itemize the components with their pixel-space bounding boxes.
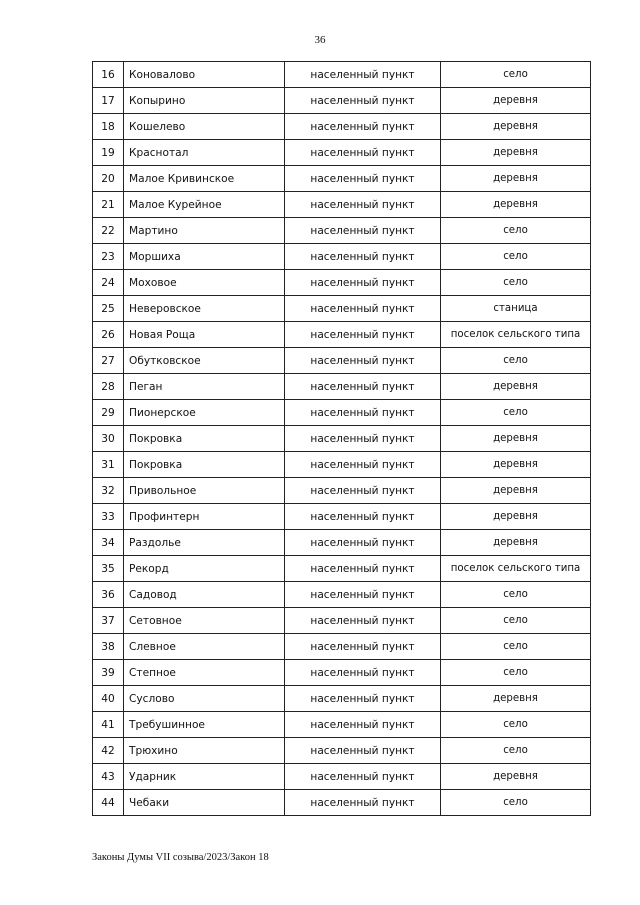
settlement-name-cell: Краснотал: [124, 140, 285, 166]
settlement-name-cell: Моршиха: [124, 244, 285, 270]
table-row: [93, 556, 591, 582]
row-number-cell: 29: [93, 400, 124, 426]
row-number-cell: 41: [93, 712, 124, 738]
settlement-type-cell: село: [441, 348, 591, 374]
table-row: [93, 296, 591, 322]
table-row: [93, 426, 591, 452]
settlement-category-cell: населенный пункт: [285, 244, 441, 270]
row-number-cell: 18: [93, 114, 124, 140]
row-number-cell: 38: [93, 634, 124, 660]
settlement-type-cell: деревня: [441, 530, 591, 556]
table-row: [93, 660, 591, 686]
table-row: [93, 790, 591, 816]
row-number-cell: 31: [93, 452, 124, 478]
table-row: [93, 634, 591, 660]
settlement-type-cell: деревня: [441, 764, 591, 790]
table-row: [93, 62, 591, 88]
settlement-name-cell: Садовод: [124, 582, 285, 608]
document-footer: Законы Думы VII созыва/2023/Закон 18: [92, 852, 269, 863]
table-row: [93, 478, 591, 504]
settlement-name-cell: Степное: [124, 660, 285, 686]
settlement-category-cell: населенный пункт: [285, 348, 441, 374]
row-number-cell: 34: [93, 530, 124, 556]
settlement-name-cell: Малое Курейное: [124, 192, 285, 218]
settlement-type-cell: село: [441, 738, 591, 764]
row-number-cell: 19: [93, 140, 124, 166]
settlement-type-cell: поселок сельского типа: [441, 322, 591, 348]
settlement-category-cell: населенный пункт: [285, 426, 441, 452]
table-row: [93, 504, 591, 530]
settlement-category-cell: населенный пункт: [285, 582, 441, 608]
settlement-type-cell: деревня: [441, 88, 591, 114]
table-row: [93, 738, 591, 764]
table-row: [93, 530, 591, 556]
settlement-name-cell: Пеган: [124, 374, 285, 400]
settlement-type-cell: поселок сельского типа: [441, 556, 591, 582]
row-number-cell: 25: [93, 296, 124, 322]
settlement-category-cell: населенный пункт: [285, 686, 441, 712]
settlement-category-cell: населенный пункт: [285, 530, 441, 556]
settlement-type-cell: село: [441, 634, 591, 660]
table-row: [93, 88, 591, 114]
row-number-cell: 17: [93, 88, 124, 114]
settlement-category-cell: населенный пункт: [285, 608, 441, 634]
settlement-name-cell: Копырино: [124, 88, 285, 114]
settlement-name-cell: Профинтерн: [124, 504, 285, 530]
table-row: [93, 270, 591, 296]
table-row: [93, 114, 591, 140]
settlement-type-cell: станица: [441, 296, 591, 322]
row-number-cell: 22: [93, 218, 124, 244]
settlement-category-cell: населенный пункт: [285, 712, 441, 738]
settlement-category-cell: населенный пункт: [285, 660, 441, 686]
settlement-category-cell: населенный пункт: [285, 374, 441, 400]
settlement-category-cell: населенный пункт: [285, 218, 441, 244]
settlement-category-cell: населенный пункт: [285, 140, 441, 166]
settlement-type-cell: деревня: [441, 140, 591, 166]
settlement-name-cell: Неверовское: [124, 296, 285, 322]
settlement-category-cell: населенный пункт: [285, 738, 441, 764]
settlement-name-cell: Требушинное: [124, 712, 285, 738]
table-row: [93, 322, 591, 348]
table-row: [93, 712, 591, 738]
settlement-type-cell: деревня: [441, 452, 591, 478]
settlement-name-cell: Мартино: [124, 218, 285, 244]
table-row: [93, 192, 591, 218]
settlement-category-cell: населенный пункт: [285, 764, 441, 790]
row-number-cell: 44: [93, 790, 124, 816]
table-row: [93, 400, 591, 426]
row-number-cell: 32: [93, 478, 124, 504]
settlement-name-cell: Трюхино: [124, 738, 285, 764]
settlement-type-cell: деревня: [441, 426, 591, 452]
table-row: [93, 166, 591, 192]
row-number-cell: 43: [93, 764, 124, 790]
table-row: [93, 764, 591, 790]
row-number-cell: 28: [93, 374, 124, 400]
settlement-type-cell: село: [441, 608, 591, 634]
row-number-cell: 23: [93, 244, 124, 270]
settlement-type-cell: село: [441, 400, 591, 426]
settlement-name-cell: Покровка: [124, 426, 285, 452]
row-number-cell: 36: [93, 582, 124, 608]
settlement-name-cell: Привольное: [124, 478, 285, 504]
settlement-type-cell: село: [441, 62, 591, 88]
settlements-table: [92, 61, 591, 816]
row-number-cell: 24: [93, 270, 124, 296]
settlement-name-cell: Сетовное: [124, 608, 285, 634]
row-number-cell: 27: [93, 348, 124, 374]
row-number-cell: 16: [93, 62, 124, 88]
settlement-type-cell: село: [441, 244, 591, 270]
row-number-cell: 35: [93, 556, 124, 582]
settlement-category-cell: населенный пункт: [285, 166, 441, 192]
table-row: [93, 452, 591, 478]
row-number-cell: 42: [93, 738, 124, 764]
settlement-category-cell: населенный пункт: [285, 790, 441, 816]
page-number: 36: [314, 34, 326, 46]
settlement-name-cell: Рекорд: [124, 556, 285, 582]
settlement-category-cell: населенный пункт: [285, 62, 441, 88]
row-number-cell: 20: [93, 166, 124, 192]
settlement-type-cell: село: [441, 712, 591, 738]
row-number-cell: 39: [93, 660, 124, 686]
settlement-type-cell: село: [441, 270, 591, 296]
settlement-category-cell: населенный пункт: [285, 504, 441, 530]
row-number-cell: 21: [93, 192, 124, 218]
settlement-type-cell: село: [441, 790, 591, 816]
settlement-type-cell: деревня: [441, 478, 591, 504]
table-row: [93, 686, 591, 712]
table-row: [93, 140, 591, 166]
settlement-category-cell: населенный пункт: [285, 400, 441, 426]
settlement-name-cell: Раздолье: [124, 530, 285, 556]
settlement-name-cell: Обутковское: [124, 348, 285, 374]
settlement-type-cell: деревня: [441, 686, 591, 712]
settlement-type-cell: деревня: [441, 166, 591, 192]
settlement-category-cell: населенный пункт: [285, 114, 441, 140]
table-row: [93, 608, 591, 634]
settlement-name-cell: Коновалово: [124, 62, 285, 88]
settlement-name-cell: Пионерское: [124, 400, 285, 426]
settlement-type-cell: деревня: [441, 374, 591, 400]
settlement-type-cell: деревня: [441, 192, 591, 218]
settlement-name-cell: Малое Кривинское: [124, 166, 285, 192]
settlement-type-cell: деревня: [441, 504, 591, 530]
settlement-name-cell: Новая Роща: [124, 322, 285, 348]
settlement-type-cell: село: [441, 582, 591, 608]
settlement-category-cell: населенный пункт: [285, 556, 441, 582]
settlement-category-cell: населенный пункт: [285, 296, 441, 322]
settlement-type-cell: село: [441, 660, 591, 686]
settlement-name-cell: Кошелево: [124, 114, 285, 140]
settlement-name-cell: Моховое: [124, 270, 285, 296]
table-body: [93, 62, 591, 816]
settlement-name-cell: Покровка: [124, 452, 285, 478]
row-number-cell: 30: [93, 426, 124, 452]
table-row: [93, 374, 591, 400]
row-number-cell: 37: [93, 608, 124, 634]
settlement-name-cell: Чебаки: [124, 790, 285, 816]
row-number-cell: 33: [93, 504, 124, 530]
row-number-cell: 26: [93, 322, 124, 348]
table-row: [93, 348, 591, 374]
settlement-name-cell: Слевное: [124, 634, 285, 660]
settlement-type-cell: село: [441, 218, 591, 244]
settlement-category-cell: населенный пункт: [285, 478, 441, 504]
settlement-name-cell: Суслово: [124, 686, 285, 712]
settlement-category-cell: населенный пункт: [285, 270, 441, 296]
table-row: [93, 582, 591, 608]
table-row: [93, 218, 591, 244]
settlement-category-cell: населенный пункт: [285, 322, 441, 348]
settlement-category-cell: населенный пункт: [285, 192, 441, 218]
row-number-cell: 40: [93, 686, 124, 712]
table-row: [93, 244, 591, 270]
settlement-category-cell: населенный пункт: [285, 634, 441, 660]
settlement-type-cell: деревня: [441, 114, 591, 140]
settlement-category-cell: населенный пункт: [285, 88, 441, 114]
settlement-name-cell: Ударник: [124, 764, 285, 790]
settlement-category-cell: населенный пункт: [285, 452, 441, 478]
